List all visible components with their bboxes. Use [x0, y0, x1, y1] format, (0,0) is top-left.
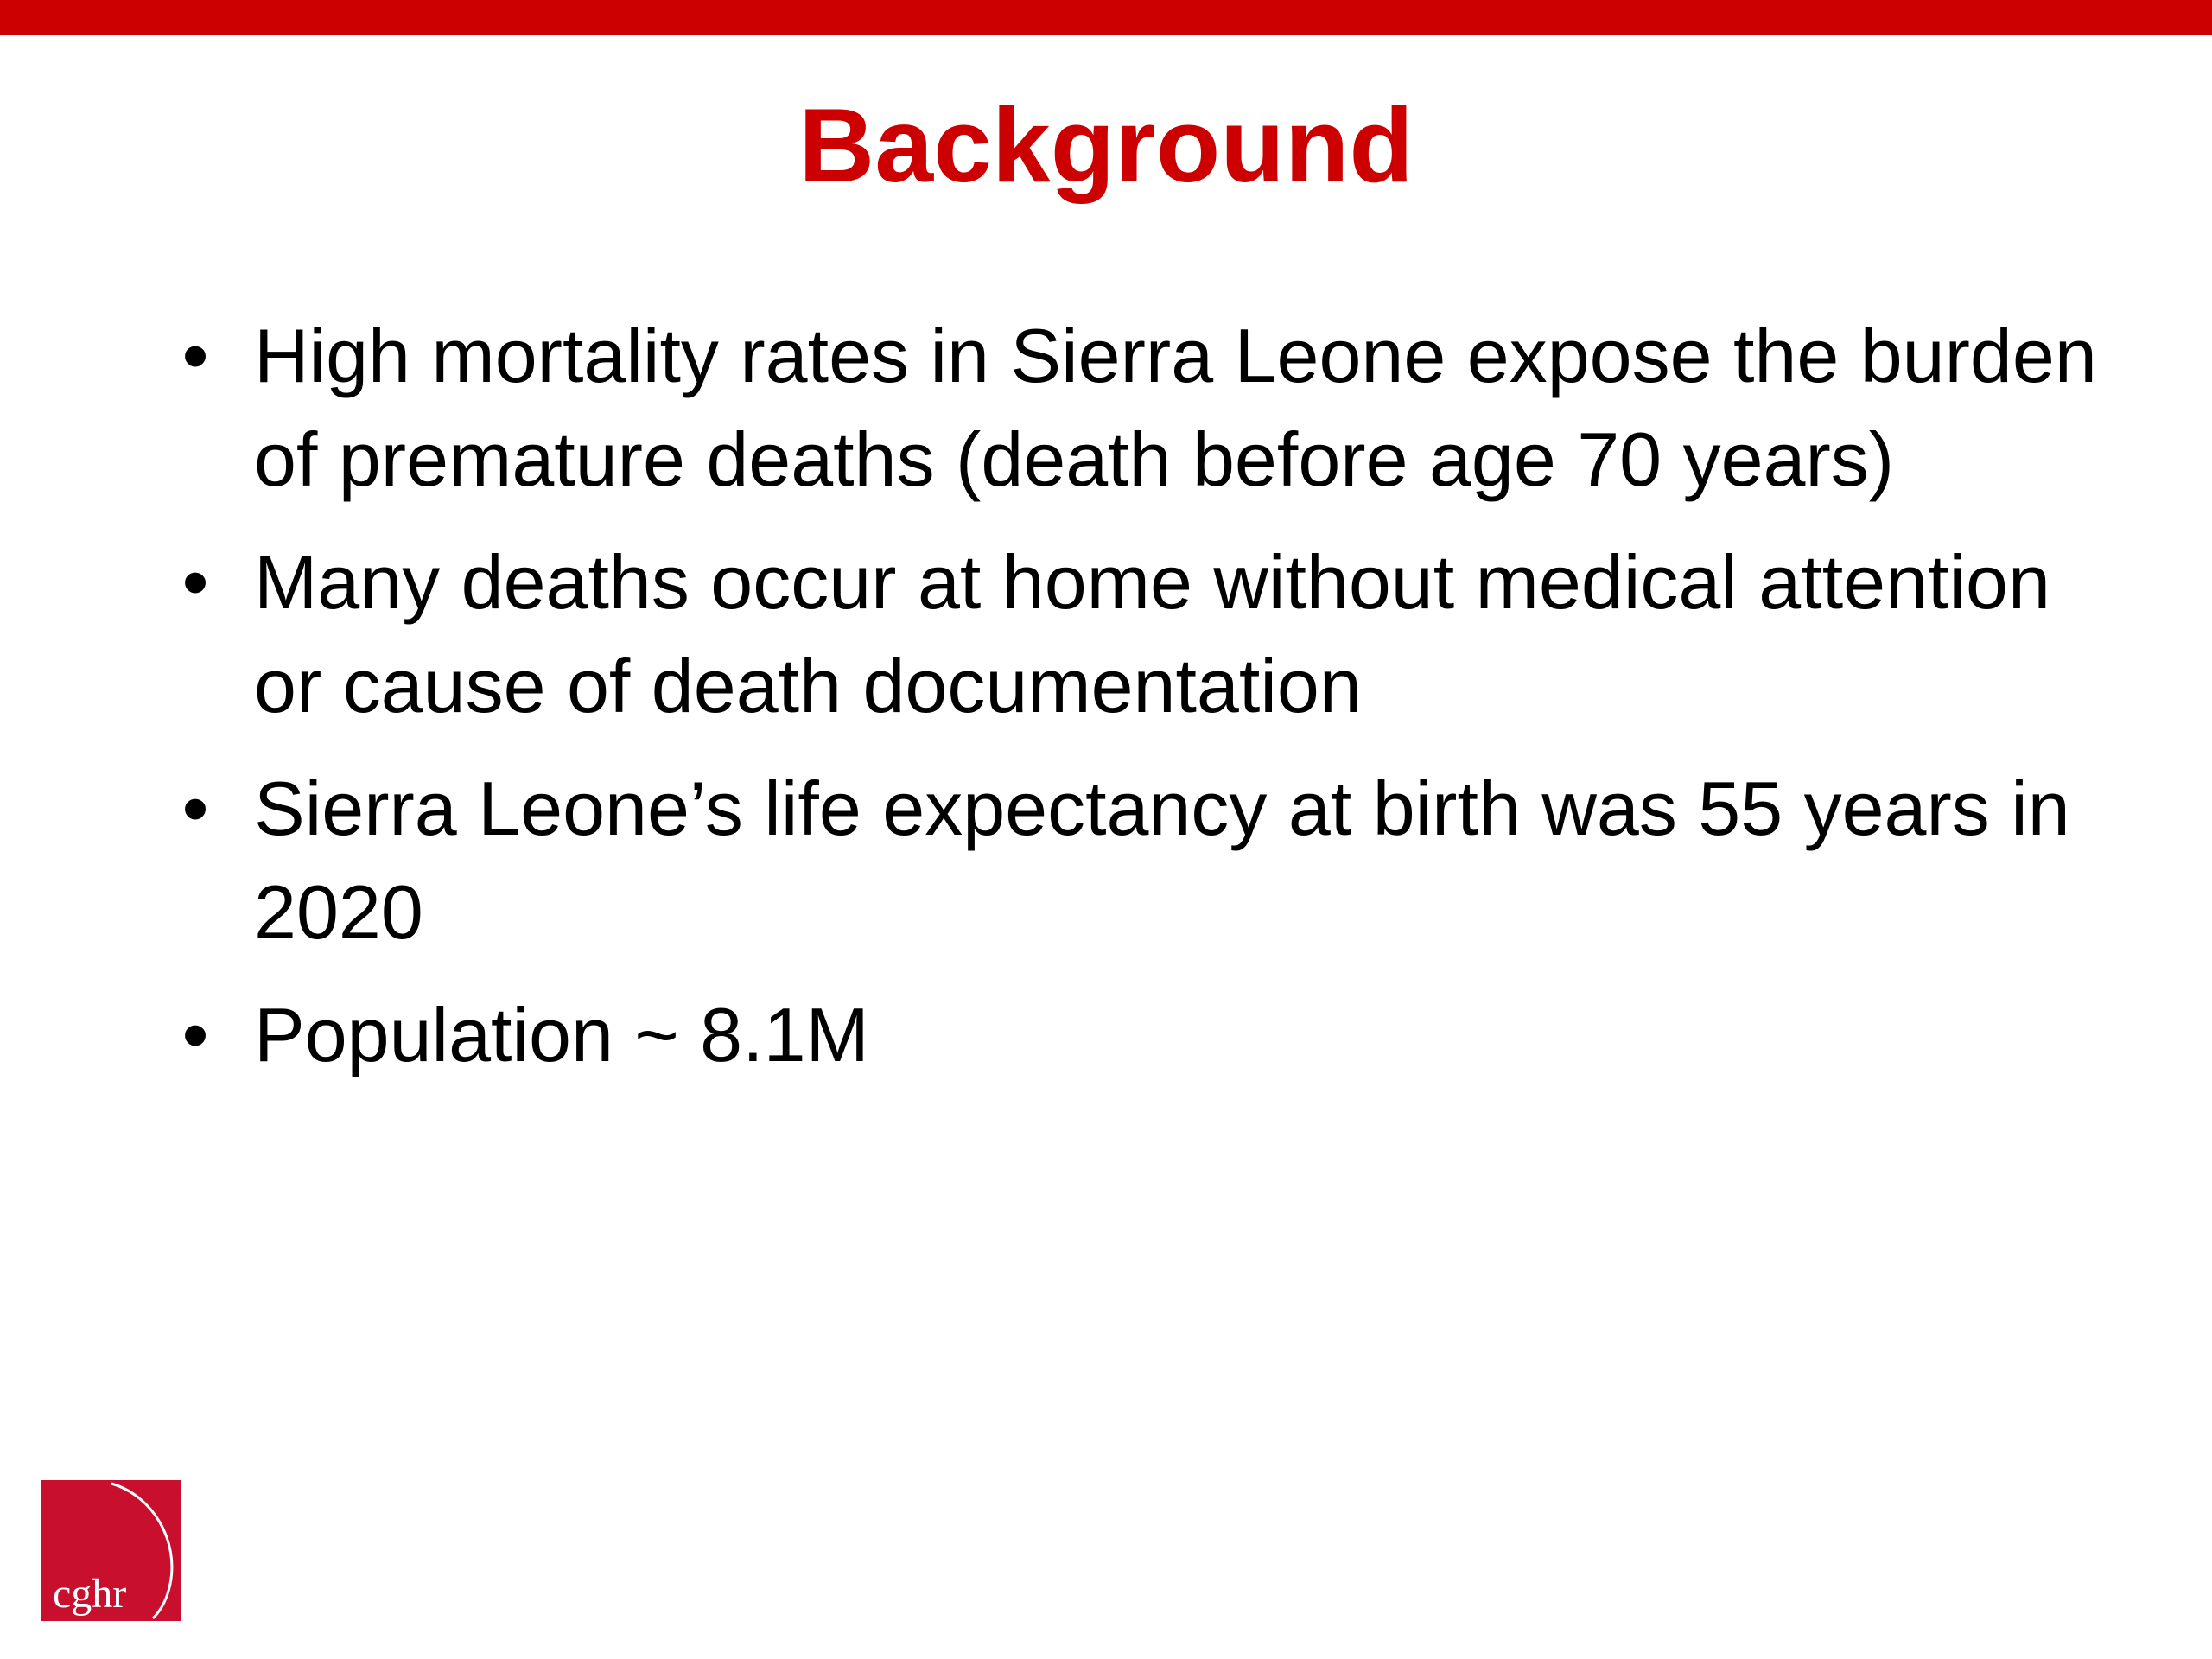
bullet-marker: •: [181, 313, 209, 398]
bullet-marker: •: [181, 539, 209, 625]
slide-title: Background: [798, 86, 1414, 204]
bullet-list: [164, 304, 2100, 1106]
bullet-text: High mortality rates in Sierra Leone expose the burden of premature deaths (death before age 70 years): [254, 313, 2097, 502]
logo-text: cghr: [53, 1571, 127, 1617]
bullet-marker: •: [181, 766, 209, 851]
bullet-text: Population ~ 8.1M: [254, 992, 869, 1077]
bullet-item: [164, 304, 2100, 512]
bullet-item: [164, 983, 2100, 1087]
bullet-marker: •: [181, 992, 209, 1077]
cghr-logo: [41, 1480, 181, 1621]
top-accent-bar: [0, 0, 2212, 35]
bullet-item: [164, 531, 2100, 738]
bullet-text: Sierra Leone’s life expectancy at birth was 55 years in 2020: [254, 766, 2070, 955]
bullet-item: [164, 757, 2100, 964]
bullet-text: Many deaths occur at home without medical attention or cause of death documentation: [254, 539, 2050, 728]
